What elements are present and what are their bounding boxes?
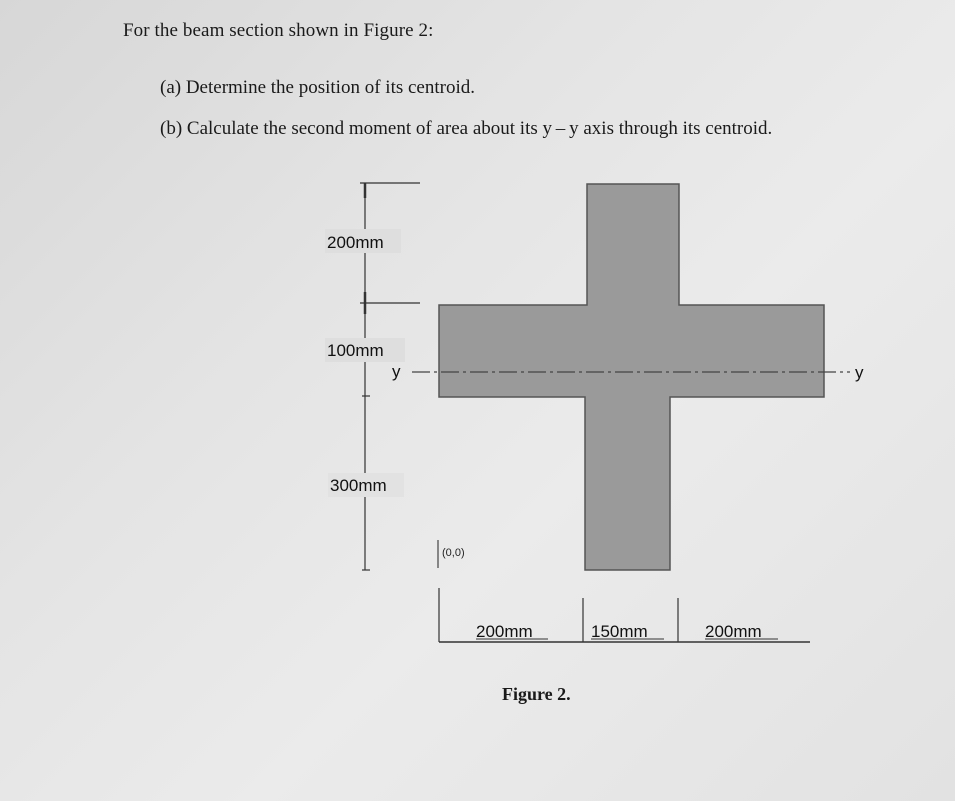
question-title: For the beam section shown in Figure 2:: [123, 20, 434, 41]
figure-caption: Figure 2.: [502, 684, 571, 704]
dim-label-150mm: 150mm: [591, 622, 648, 641]
question-part-a: (a) Determine the position of its centroid.: [160, 77, 475, 98]
axis-label-y-right: y: [855, 363, 864, 382]
dim-label-200mm-top: 200mm: [327, 233, 384, 252]
dim-label-100mm: 100mm: [327, 341, 384, 360]
dim-label-200mm-left: 200mm: [476, 622, 533, 641]
dim-label-300mm: 300mm: [330, 476, 387, 495]
axis-label-y-left: y: [392, 362, 401, 381]
beam-cross-section: [439, 184, 824, 570]
dim-label-200mm-right: 200mm: [705, 622, 762, 641]
question-part-b: (b) Calculate the second moment of area about its y – y axis through its centroid.: [160, 118, 773, 139]
origin-label: (0,0): [442, 547, 465, 559]
